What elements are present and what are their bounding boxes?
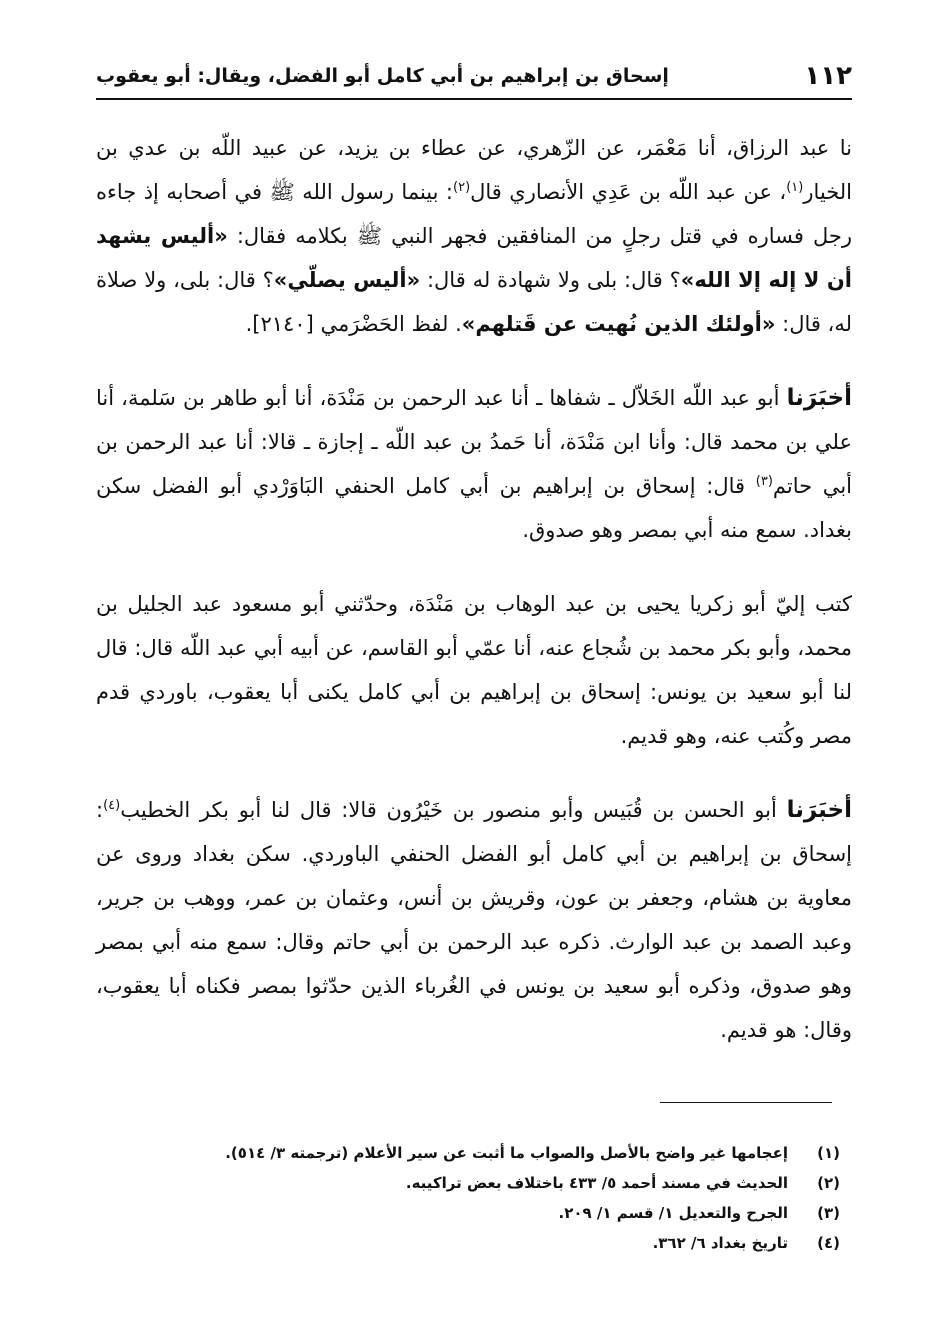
text-segment: : إسحاق بن إبراهيم بن أبي كامل أبو الفضل الحنفي الباوردي. سكن بغداد وروى عن معاوية بن هشام، وجعفر بن عون، وقريش بن أنس، وعثمان بن عمر، ووهب بن جرير، وعبد الصمد بن عبد الوارث. ذكره عبد الرحمن بن أبي حاتم وقال: سمع منه أبي بمصر وهو صدوق، وذكره أبو سعيد بن يونس في الغُرباء الذين حدّثوا بمصر فكناه أبا يعقوب، وقال: هو قديم. — [96, 798, 852, 1042]
running-title: إسحاق بن إبراهيم بن أبي كامل أبو الفضل، ويقال: أبو يعقوب — [96, 65, 669, 87]
text-segment: ؟ قال: بلى، ولا صلاة له، قال: — [96, 268, 852, 336]
footnote-text: تاريخ بغداد ٦/ ٣٦٢. — [652, 1234, 788, 1252]
page-number: ١١٢ — [804, 61, 852, 91]
text-segment: قال: إسحاق بن إبراهيم بن أبي كامل الحنفي البَاوَرْدي أبو الفضل سكن بغداد. سمع منه أبي بمصر وهو صدوق. — [96, 474, 852, 542]
text-segment: ؟ قال: بلى ولا شهادة له قال: — [420, 268, 681, 292]
paragraph-1 — [96, 126, 852, 346]
footnote-ref[interactable]: (٢) — [453, 180, 471, 195]
footnote-number: (٢) — [817, 1174, 840, 1192]
text-segment: : بينما رسول الله ﷺ في أصحابه إذ جاءه رجل فساره في قتل رجلٍ من المنافقين فجهر النبي ﷺ بكلامه فقال: — [96, 180, 852, 248]
hadith-quote: «أولئك الذين نُهيت عن قَتلهم» — [461, 312, 776, 336]
footnote-text: الحديث في مسند أحمد ٥/ ٤٣٣ باختلاف بعض تراكيبه. — [405, 1174, 788, 1192]
text-segment: أبو الحسن بن قُبَيس وأبو منصور بن خَيْرُون قالا: قال لنا أبو بكر الخطيب — [120, 798, 787, 822]
lead-word: أخبَرَنا — [786, 385, 852, 411]
footnote-text: الجرح والتعديل ١/ قسم ١/ ٢٠٩. — [558, 1204, 788, 1222]
footnote-number: (١) — [817, 1144, 840, 1162]
footnote-rule — [660, 1102, 832, 1103]
text-segment: أبو عبد اللّه الخَلاّل ـ شفاها ـ أنا عبد الرحمن بن مَنْدَة، أنا أبو طاهر بن سَلمة، أنا علي بن محمد قال: وأنا ابن مَنْدَة، أنا حَمدُ بن عبد اللّه ـ إجازة ـ قالا: أنا عبد الرحمن بن أبي حاتم — [96, 386, 852, 498]
footnote-number: (٤) — [817, 1234, 840, 1252]
footnote-text: إعجامها غير واضح بالأصل والصواب ما أثبت عن سير الأعلام (ترجمته ٣/ ٥١٤). — [225, 1144, 788, 1162]
text-segment: ، عن عبد اللّه بن عَدِي الأنصاري قال — [470, 180, 787, 204]
footnote-ref[interactable]: (٣) — [755, 474, 773, 489]
paragraph-2 — [96, 376, 852, 552]
hadith-quote: «أليس يشهد أن لا إله إلا الله» — [96, 224, 852, 292]
footnote-number: (٣) — [817, 1204, 840, 1222]
footnote — [120, 1138, 840, 1168]
footnote — [120, 1168, 840, 1198]
text-segment: نا عبد الرزاق، أنا مَعْمَر، عن الزّهري، عن عطاء بن يزيد، عن عبيد اللّه بن عدي بن الخيار — [96, 136, 852, 204]
footnote — [120, 1198, 840, 1228]
text-segment: كتب إليّ أبو زكريا يحيى بن عبد الوهاب بن مَنْدَة، وحدّثني أبو مسعود عبد الجليل بن محمد، وأبو بكر محمد بن شُجاع عنه، أنا عمّي أبو القاسم، عن أبيه أبي عبد اللّه قال: قال لنا أبو سعيد بن يونس: إسحاق بن إبراهيم بن أبي كامل يكنى أبا يعقوب، باوردي قدم مصر وكُتب عنه، وهو قديم. — [96, 592, 852, 748]
main-text — [96, 126, 852, 1082]
text-segment: . لفظ الحَضْرَمي [٢١٤٠]. — [245, 312, 462, 336]
lead-word: أخبَرَنا — [786, 797, 852, 823]
header-rule — [96, 98, 852, 100]
footnotes — [120, 1138, 840, 1258]
footnote — [120, 1228, 840, 1258]
footnote-ref[interactable]: (١) — [786, 180, 804, 195]
paragraph-4 — [96, 788, 852, 1052]
footnote-ref[interactable]: (٤) — [103, 798, 121, 813]
paragraph-3 — [96, 582, 852, 758]
hadith-quote: «أليس يصلّي» — [273, 268, 421, 292]
page-header — [96, 56, 852, 96]
